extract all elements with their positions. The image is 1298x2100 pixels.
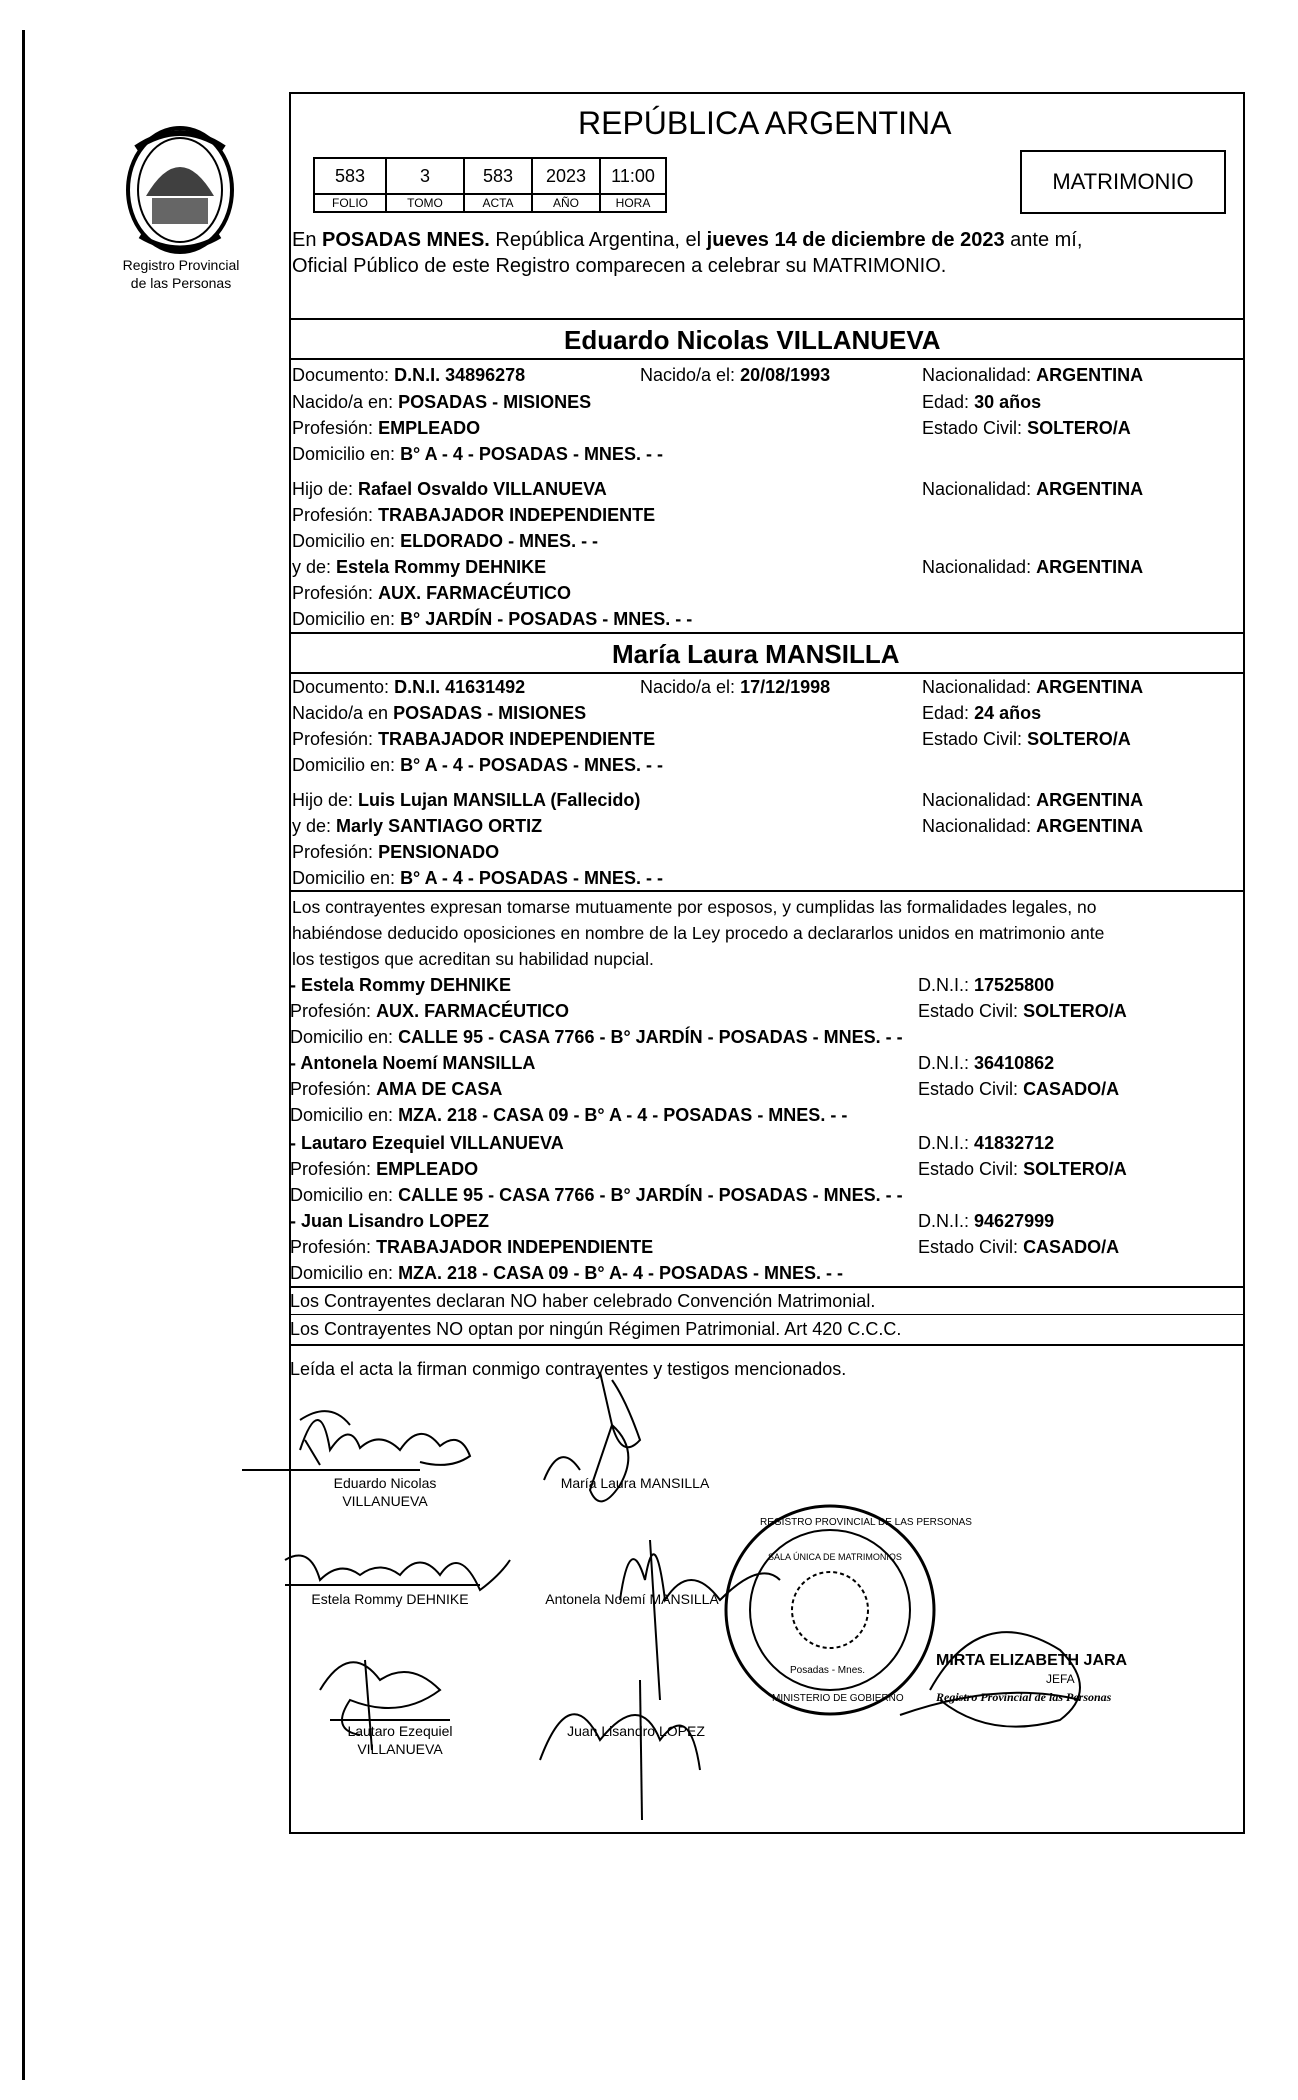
sig-witness1-caption: [290, 1590, 490, 1608]
folio-value: 583: [314, 158, 386, 194]
divider-closing-top: [289, 1344, 1245, 1346]
bride-mother: y de: Marly SANTIAGO ORTIZ: [292, 816, 543, 836]
intro-city: POSADAS MNES.: [322, 229, 490, 251]
official-title: JEFA: [1046, 1672, 1075, 1686]
time-value: 11:00: [600, 158, 666, 194]
bride-mother-address: Domicilio en: B° A - 4 - POSADAS - MNES. - -: [292, 868, 663, 888]
stamp-city-text: Posadas - Mnes.: [790, 1665, 866, 1676]
divider-groom-top: [289, 318, 1245, 320]
witness-3-civil: Estado Civil: SOLTERO/A: [918, 1159, 1127, 1179]
sig-official-caption: [936, 1652, 1196, 1706]
sig-groom-caption: [300, 1474, 470, 1510]
witness-2-profession: Profesión: AMA DE CASA: [290, 1079, 503, 1099]
official-name: MIRTA ELIZABETH JARA: [936, 1652, 1128, 1669]
margin-rule: [22, 30, 25, 2080]
sig-witness4-caption: [546, 1722, 726, 1740]
act-type-box: [1020, 150, 1226, 214]
official-stamp: [720, 1500, 972, 1720]
groom-name: Eduardo Nicolas VILLANUEVA: [564, 325, 941, 355]
groom-mother: y de: Estela Rommy DEHNIKE: [292, 557, 547, 577]
bride-mother-nationality: Nacionalidad: ARGENTINA: [922, 816, 1144, 836]
groom-civil-status: Estado Civil: SOLTERO/A: [922, 418, 1131, 438]
witness-3-address: Domicilio en: CALLE 95 - CASA 7766 - B° JARDÍN - POSADAS - MNES. - -: [290, 1185, 903, 1205]
intro-line-2: Oficial Público de este Registro comparecen a celebrar su MATRIMONIO.: [292, 255, 947, 277]
folio-label: FOLIO: [314, 194, 386, 212]
sig-groom-line2: VILLANUEVA: [342, 1493, 428, 1509]
sig-witness2-line: Antonela Noemí MANSILLA: [545, 1591, 719, 1607]
witness-1-civil: Estado Civil: SOLTERO/A: [918, 1001, 1127, 1021]
bride-profession: Profesión: TRABAJADOR INDEPENDIENTE: [292, 729, 656, 749]
groom-nationality: Nacionalidad: ARGENTINA: [922, 365, 1144, 385]
witness-4-name: - Juan Lisandro LOPEZ: [290, 1211, 490, 1231]
convention-statement: Los Contrayentes declaran NO haber celebrado Convención Matrimonial.: [290, 1291, 876, 1311]
groom-father: Hijo de: Rafael Osvaldo VILLANUEVA: [292, 479, 607, 499]
witness-4-dni: D.N.I.: 94627999: [918, 1211, 1055, 1231]
intro-suffix: ante mí,: [1004, 229, 1083, 251]
divider-bride-top: [289, 632, 1245, 634]
registry-table: [313, 157, 667, 213]
divider-regime-top: [289, 1314, 1245, 1315]
witness-1-name: - Estela Rommy DEHNIKE: [290, 975, 512, 995]
tomo-value: 3: [386, 158, 464, 194]
bride-address: Domicilio en: B° A - 4 - POSADAS - MNES. - -: [292, 755, 663, 775]
witness-3-profession: Profesión: EMPLEADO: [290, 1159, 479, 1179]
bride-mother-profession: Profesión: PENSIONADO: [292, 842, 500, 862]
witness-2-dni: D.N.I.: 36410862: [918, 1053, 1055, 1073]
sig-bride-line: María Laura MANSILLA: [560, 1475, 710, 1491]
year-label: AÑO: [532, 194, 600, 212]
witness-4-profession: Profesión: TRABAJADOR INDEPENDIENTE: [290, 1237, 654, 1257]
witness-3-name: - Lautaro Ezequiel VILLANUEVA: [290, 1133, 564, 1153]
intro-prefix: En: [292, 229, 323, 251]
groom-father-nationality: Nacionalidad: ARGENTINA: [922, 479, 1144, 499]
closing-statement: Leída el acta la firman conmigo contrayentes y testigos mencionados.: [290, 1359, 847, 1379]
bride-nationality: Nacionalidad: ARGENTINA: [922, 677, 1144, 697]
sig-witness3-line1: Lautaro Ezequiel: [347, 1723, 453, 1739]
groom-doc: Documento: D.N.I. 34896278: [292, 365, 526, 385]
regime-statement: Los Contrayentes NO optan por ningún Régimen Patrimonial. Art 420 C.C.C.: [290, 1319, 902, 1339]
sig-groom-line1: Eduardo Nicolas: [333, 1475, 437, 1491]
stamp-bottom-text: MINISTERIO DE GOBIERNO: [772, 1693, 904, 1704]
groom-profession: Profesión: EMPLEADO: [292, 418, 481, 438]
bride-father-nationality: Nacionalidad: ARGENTINA: [922, 790, 1144, 810]
witness-4-civil: Estado Civil: CASADO/A: [918, 1237, 1120, 1257]
groom-birthplace: Nacido/a en: POSADAS - MISIONES: [292, 392, 592, 412]
provincial-seal-logo: [116, 118, 244, 258]
official-office: Registro Provincial de las Personas: [936, 1690, 1112, 1704]
groom-birthdate: Nacido/a el: 20/08/1993: [640, 365, 831, 385]
tomo-label: TOMO: [386, 194, 464, 212]
sig-witness3-line2: VILLANUEVA: [357, 1741, 443, 1757]
acta-value: 583: [464, 158, 532, 194]
divider-groom-bottom: [289, 358, 1245, 360]
year-value: 2023: [532, 158, 600, 194]
witness-2-address: Domicilio en: MZA. 218 - CASA 09 - B° A - 4 - POSADAS - MNES. - -: [290, 1105, 848, 1125]
witness-1-address: Domicilio en: CALLE 95 - CASA 7766 - B° JARDÍN - POSADAS - MNES. - -: [290, 1027, 903, 1047]
declaration-line-2: habiéndose deducido oposiciones en nombre de la Ley procedo a declararlos unidos en matrimonio ante: [292, 923, 1105, 943]
act-type-label: MATRIMONIO: [1052, 169, 1194, 194]
logo-caption-line2: de las Personas: [130, 275, 232, 291]
divider-bride-bottom: [289, 672, 1245, 674]
groom-mother-address: Domicilio en: B° JARDÍN - POSADAS - MNES. - -: [292, 609, 693, 629]
acta-label: ACTA: [464, 194, 532, 212]
sig-witness1-line: Estela Rommy DEHNIKE: [311, 1591, 469, 1607]
sig-witness4-line: Juan Lisandro LOPEZ: [567, 1723, 705, 1739]
intro-line-1: [292, 229, 1082, 251]
bride-father: Hijo de: Luis Lujan MANSILLA (Fallecido): [292, 790, 641, 810]
groom-mother-nationality: Nacionalidad: ARGENTINA: [922, 557, 1144, 577]
time-label: HORA: [600, 194, 666, 212]
page-title: REPÚBLICA ARGENTINA: [578, 105, 952, 141]
witness-1-dni: D.N.I.: 17525800: [918, 975, 1055, 995]
witness-2-name: - Antonela Noemí MANSILLA: [290, 1053, 536, 1073]
sig-witness3-caption: [320, 1722, 480, 1758]
sig-bride-caption: [530, 1474, 740, 1492]
stamp-ring-text: REGISTRO PROVINCIAL DE LAS PERSONAS: [760, 1517, 972, 1528]
bride-civil-status: Estado Civil: SOLTERO/A: [922, 729, 1131, 749]
intro-country: República Argentina, el: [489, 229, 707, 251]
groom-father-profession: Profesión: TRABAJADOR INDEPENDIENTE: [292, 505, 656, 525]
seal-emblem-icon: [116, 118, 244, 258]
bride-name: María Laura MANSILLA: [612, 639, 900, 669]
divider-declaration-top: [289, 890, 1245, 892]
divider-convention-top: [289, 1286, 1245, 1288]
groom-age: Edad: 30 años: [922, 392, 1042, 412]
bride-doc: Documento: D.N.I. 41631492: [292, 677, 526, 697]
groom-father-address: Domicilio en: ELDORADO - MNES. - -: [292, 531, 599, 551]
witness-4-address: Domicilio en: MZA. 218 - CASA 09 - B° A- 4 - POSADAS - MNES. - -: [290, 1263, 843, 1283]
declaration-line-1: Los contrayentes expresan tomarse mutuamente por esposos, y cumplidas las formalidades legales, no: [292, 897, 1097, 917]
witness-3-dni: D.N.I.: 41832712: [918, 1133, 1055, 1153]
declaration-line-3: los testigos que acreditan su habilidad nupcial.: [292, 949, 654, 969]
bride-birthdate: Nacido/a el: 17/12/1998: [640, 677, 831, 697]
witness-1-profession: Profesión: AUX. FARMACÉUTICO: [290, 1001, 570, 1021]
stamp-inner-text: SALA ÚNICA DE MATRIMONIOS: [768, 1552, 902, 1562]
witness-2-civil: Estado Civil: CASADO/A: [918, 1079, 1120, 1099]
bride-age: Edad: 24 años: [922, 703, 1042, 723]
bride-birthplace: Nacido/a en POSADAS - MISIONES: [292, 703, 587, 723]
groom-address: Domicilio en: B° A - 4 - POSADAS - MNES. - -: [292, 444, 663, 464]
sig-witness2-caption: [532, 1590, 732, 1608]
logo-caption-line1: Registro Provincial: [122, 257, 240, 273]
groom-mother-profession: Profesión: AUX. FARMACÉUTICO: [292, 583, 572, 603]
intro-date: jueves 14 de diciembre de 2023: [706, 229, 1005, 251]
